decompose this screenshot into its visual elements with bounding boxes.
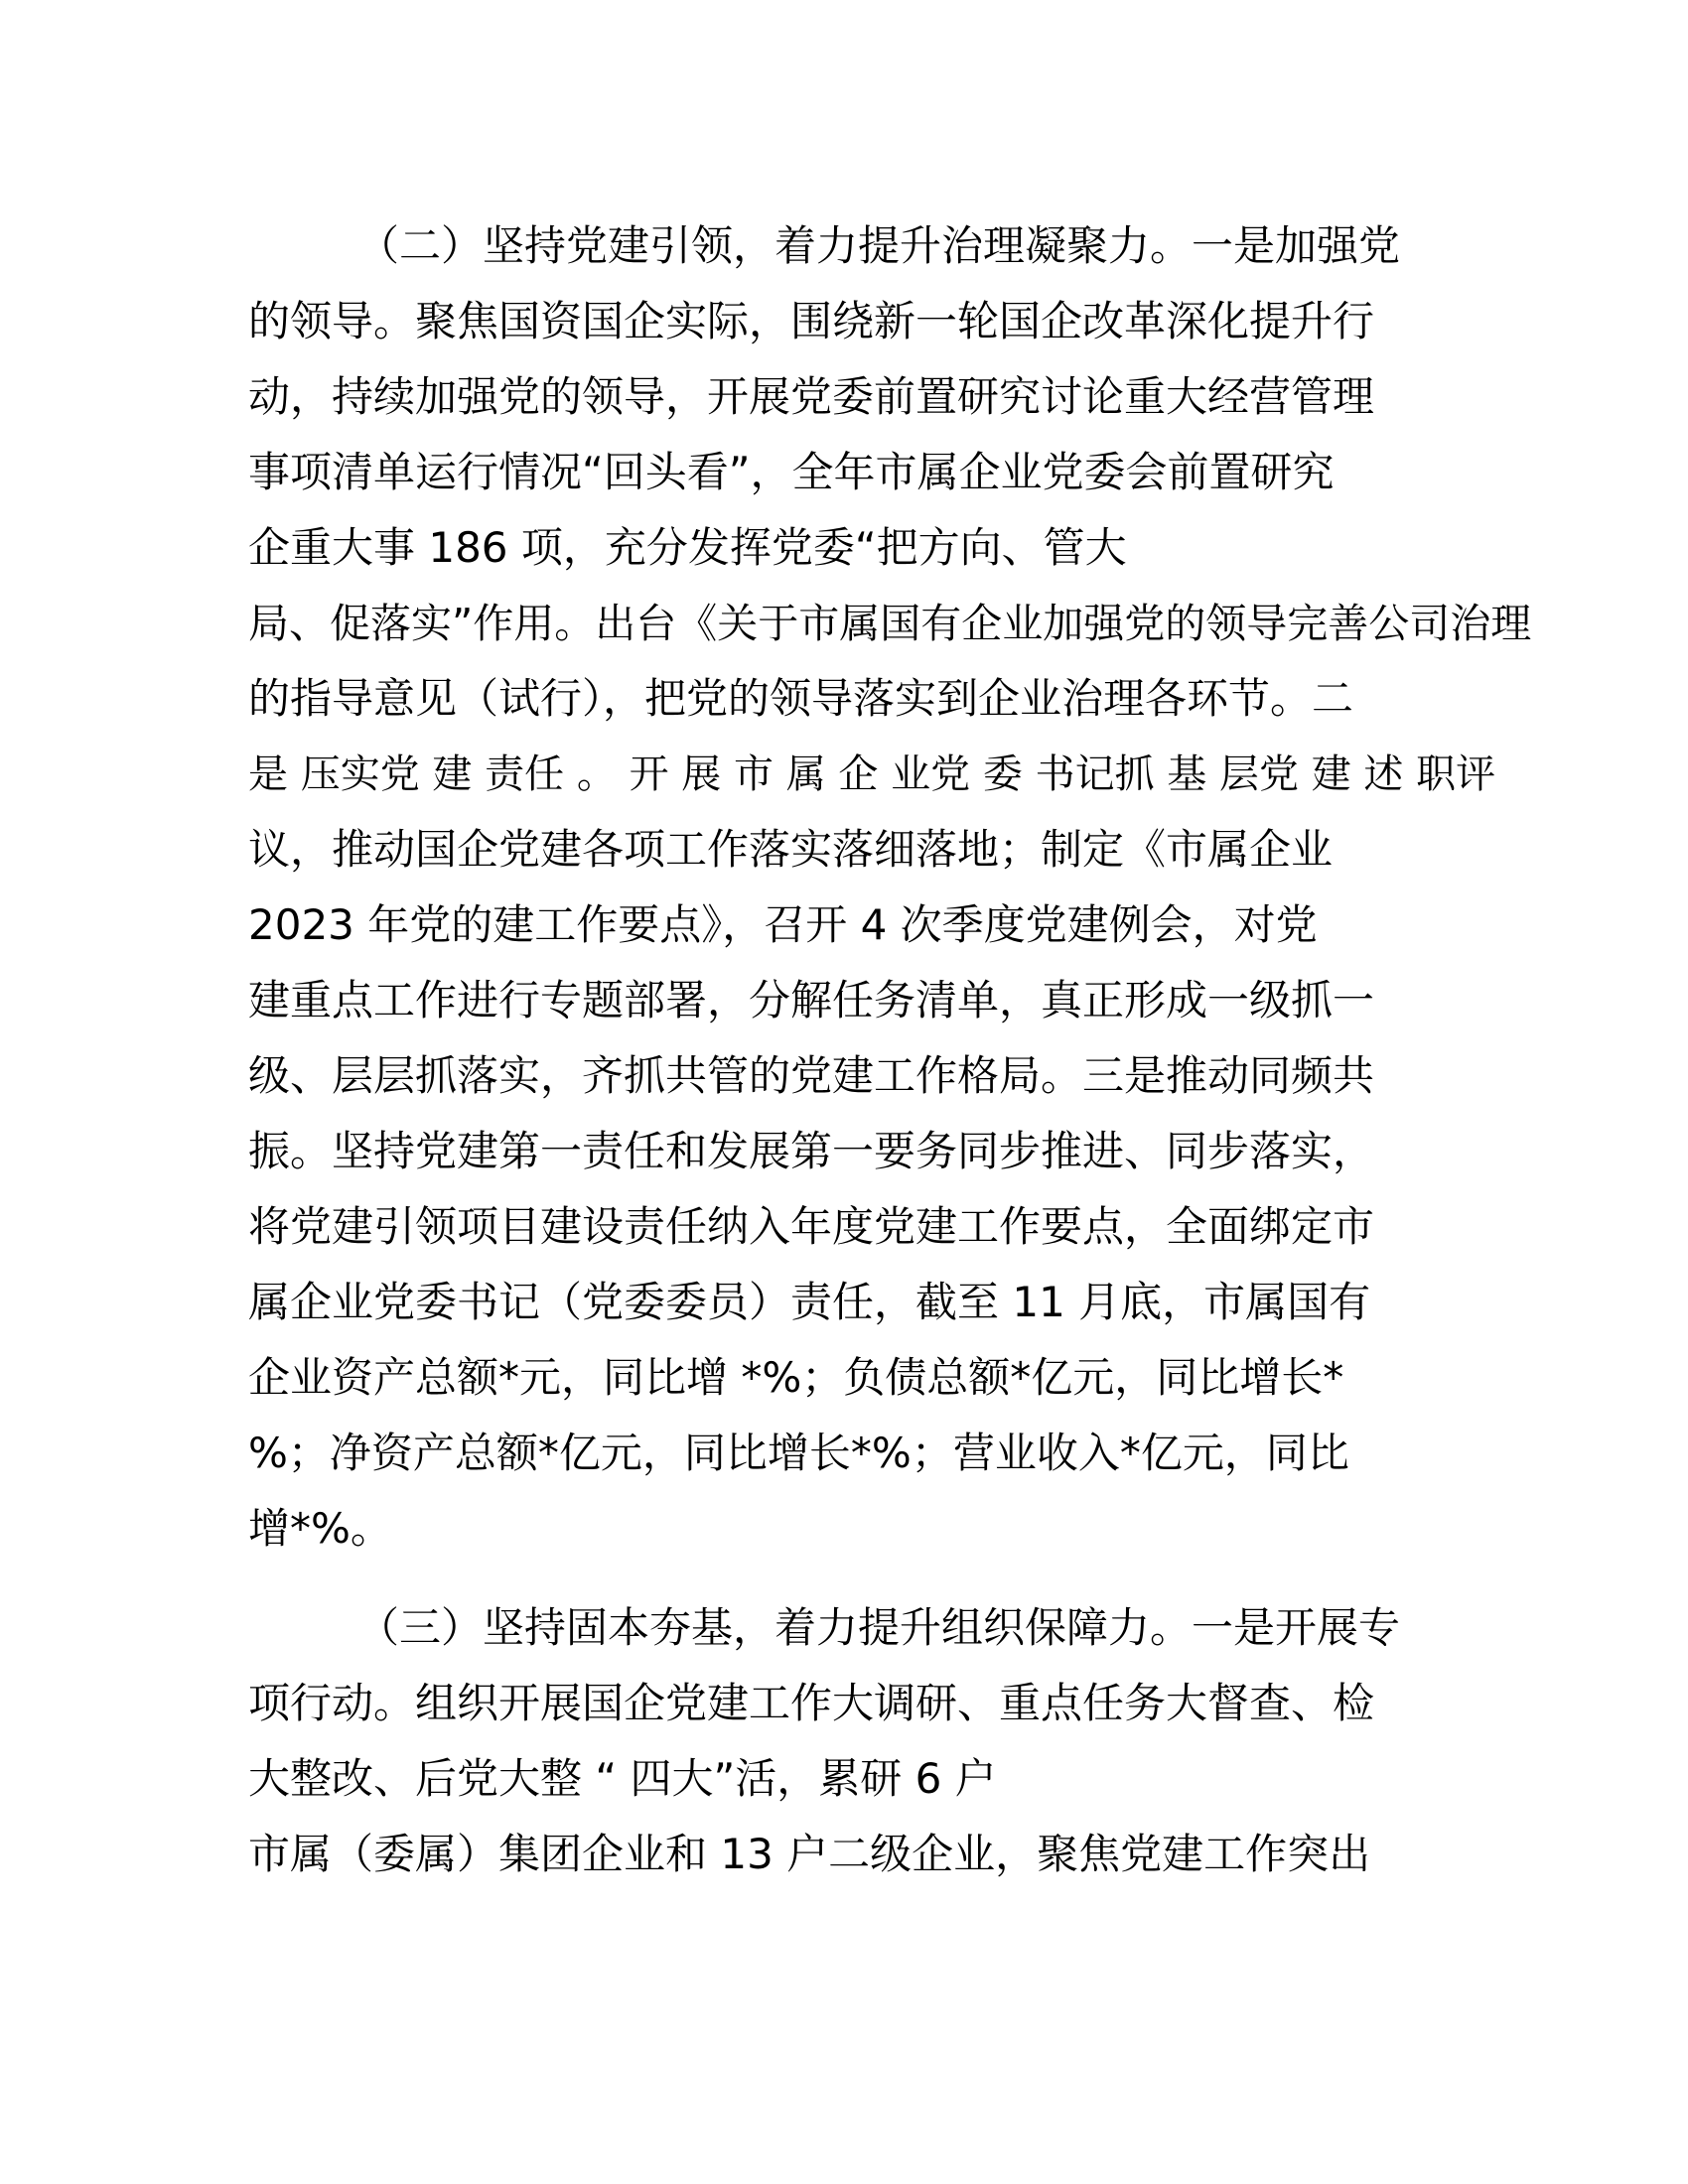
paragraph-line: 建重点工作进行专题部署，分解任务清单，真正形成一级抓一 bbox=[248, 976, 1375, 1024]
paragraph-line: 大整改、后党大整 “ 四大”活，累研 6 户 bbox=[248, 1754, 997, 1803]
paragraph-line: 是 压实党 建 责任 。 开 展 市 属 企 业党 委 书记抓 基 层党 建 述 职评 bbox=[248, 751, 1496, 797]
paragraph-line: 属企业党委书记（党委委员）责任，截至 11 月底，市属国有 bbox=[248, 1278, 1371, 1326]
paragraph-line: 的领导。聚焦国资国企实际，围绕新一轮国企改革深化提升行 bbox=[248, 297, 1375, 345]
paragraph-line: 项行动。组织开展国企党建工作大调研、重点任务大督查、检 bbox=[248, 1679, 1375, 1727]
paragraph-line: 市属（委属）集团企业和 13 户二级企业，聚焦党建工作突出 bbox=[248, 1830, 1371, 1878]
paragraph-line: 动，持续加强党的领导，开展党委前置研究讨论重大经营管理 bbox=[248, 372, 1375, 421]
paragraph-line: 的指导意见（试行），把党的领导落实到企业治理各环节。二 bbox=[248, 674, 1354, 723]
paragraph-line: 事项清单运行情况“回头看”，全年市属企业党委会前置研究 bbox=[248, 448, 1335, 496]
paragraph-line: 局、促落实”作用。出台《关于市属国有企业加强党的领导完善公司治理 bbox=[248, 600, 1532, 647]
paragraph-line: 增*%。 bbox=[248, 1504, 392, 1553]
paragraph-line: （三）坚持固本夯基，着力提升组织保障力。一是开展专 bbox=[357, 1603, 1401, 1652]
paragraph-line: （二）坚持党建引领，着力提升治理凝聚力。一是加强党 bbox=[357, 221, 1401, 270]
paragraph-line: 企业资产总额*元，同比增 *%；负债总额*亿元，同比增长* bbox=[248, 1353, 1344, 1402]
paragraph-line: 议，推动国企党建各项工作落实落细落地；制定《市属企业 bbox=[248, 825, 1334, 874]
paragraph-line: 振。坚持党建第一责任和发展第一要务同步推进、同步落实， bbox=[248, 1127, 1375, 1175]
paragraph-line: 2023 年党的建工作要点》，召开 4 次季度党建例会，对党 bbox=[248, 900, 1318, 949]
paragraph-line: %；净资产总额*亿元，同比增长*%；营业收入*亿元，同比 bbox=[248, 1429, 1349, 1477]
paragraph-line: 将党建引领项目建设责任纳入年度党建工作要点，全面绑定市 bbox=[248, 1202, 1375, 1251]
paragraph-line: 企重大事 186 项，充分发挥党委“把方向、管大 bbox=[248, 523, 1127, 572]
paragraph-line: 级、层层抓落实，齐抓共管的党建工作格局。三是推动同频共 bbox=[248, 1051, 1375, 1100]
